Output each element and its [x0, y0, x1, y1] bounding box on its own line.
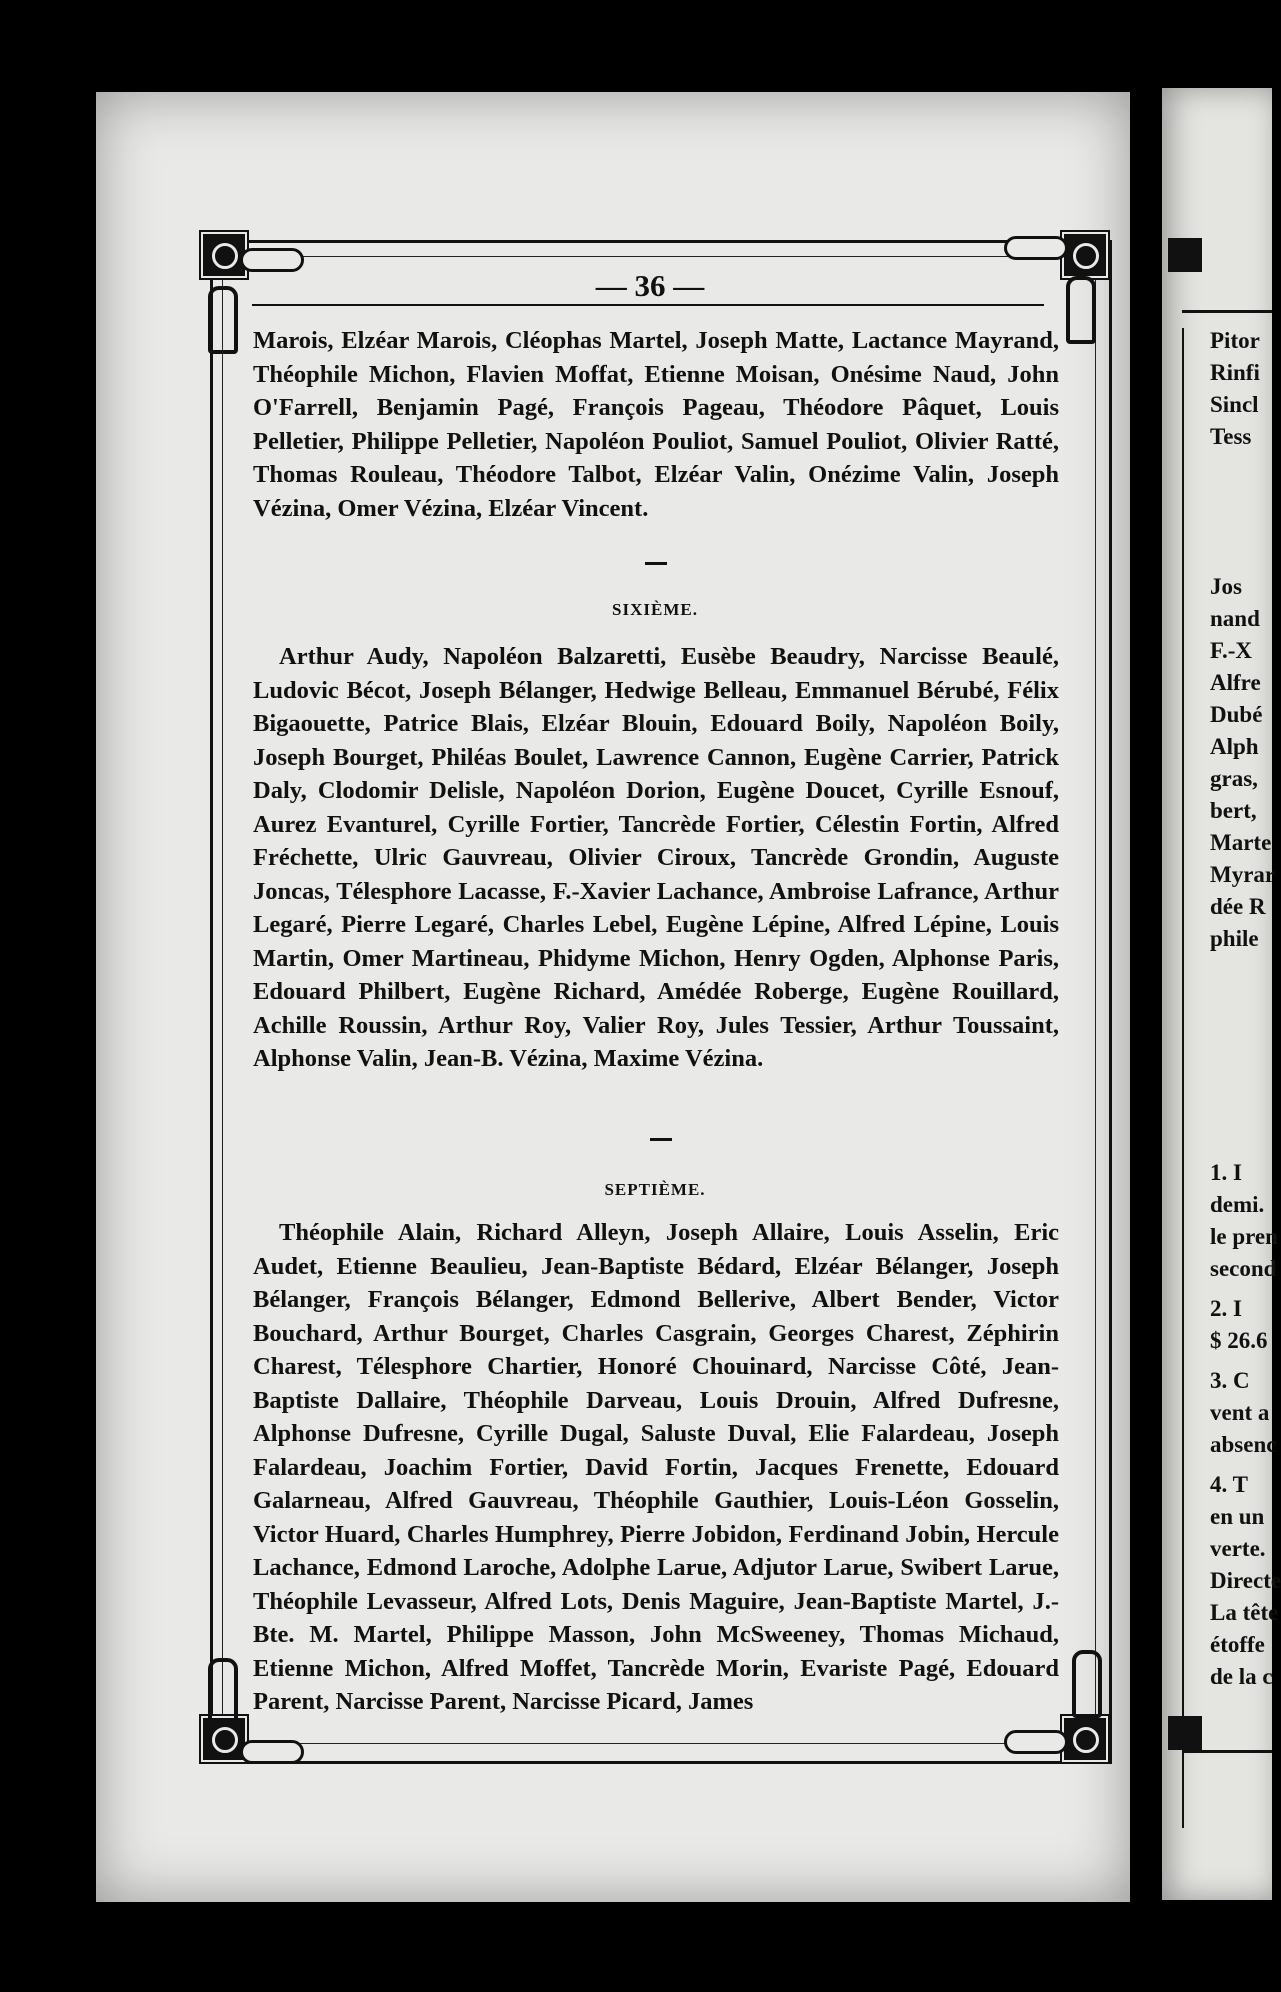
scroll-ornament-bottom-left — [240, 1740, 304, 1764]
scroll-ornament-top-right — [1004, 236, 1068, 260]
adjacent-line: Myrar — [1210, 862, 1276, 887]
adjacent-corner-ornament-bottom — [1168, 1716, 1202, 1750]
adjacent-line: phile — [1210, 926, 1259, 951]
adjacent-line: Alfre — [1210, 670, 1261, 695]
adjacent-line: 4. T — [1210, 1472, 1248, 1497]
adjacent-line: gras, — [1210, 766, 1258, 791]
adjacent-corner-ornament-top — [1168, 238, 1202, 272]
adjacent-line: 2. I — [1210, 1296, 1242, 1321]
adjacent-footer-rule — [1182, 1750, 1272, 1753]
adjacent-line: Alph — [1210, 734, 1259, 759]
adjacent-line: de la c — [1210, 1664, 1273, 1689]
sixieme-text: Arthur Audy, Napoléon Balzaretti, Eusèbe Beaudry, Narcisse Beaulé, Ludovic Bécot, Joseph Bélanger, Hedwige Belleau, Emmanuel Bérubé, Félix Bigaouette, Patrice Blais, Elzéar Blouin, Edouard Boily, Napoléon Boily, Joseph Bourget, Philéas Boulet, Lawrence Cannon, Eugène Carrier, Patrick Daly, Clodomir Delisle, Napoléon Dorion, Eugène Doucet, Cyrille Esnouf, Aurez Evanturel, Cyrille Fortier, Tancrède Fortier, Célestin Fortin, Alfred Fréchette, Ulric Gauvreau, Olivier Ciroux, Tancrède Grondin, Auguste Joncas, Télesphore Lacasse, F.-Xavier Lachance, Ambroise Lafrance, Arthur Legaré, Pierre Legaré, Charles Lebel, Eugène Lépine, Alfred Lépine, Louis Martin, Omer Martineau, Phidyme Michon, Henry Ogden, Alphonse Paris, Edouard Philbert, Eugène Richard, Amédée Roberge, Eugène Rouillard, Achille Roussin, Arthur Roy, Valier Roy, Jules Tessier, Arthur Toussaint, Alphonse Valin, Jean-B. Vézina, Maxime Vézina. — [253, 643, 1059, 1072]
intro-text: Marois, Elzéar Marois, Cléophas Martel, Joseph Matte, Lactance Mayrand, Théophile Michon, Flavien Moffat, Etienne Moisan, Onésime Naud, John O'Farrell, Benjamin Pagé, François Pageau, Théodore Pâquet, Louis Pelletier, Philippe Pelletier, Napoléon Pouliot, Samuel Pouliot, Olivier Ratté, Thomas Rouleau, Théodore Talbot, Elzéar Valin, Onézime Valin, Joseph Vézina, Omer Vézina, Elzéar Vincent. — [253, 327, 1059, 522]
section-divider — [645, 562, 667, 565]
septieme-text: Théophile Alain, Richard Alleyn, Joseph Allaire, Louis Asselin, Eric Audet, Etienne Beaulieu, Jean-Baptiste Bédard, Elzéar Bélanger, Joseph Bélanger, François Bélanger, Edmond Bellerive, Albert Bender, Victor Bouchard, Arthur Bourget, Charles Casgrain, Georges Charest, Zéphirin Charest, Télesphore Chartier, Honoré Chouinard, Narcisse Côté, Jean-Baptiste Dallaire, Théophile Darveau, Louis Drouin, Alfred Dufresne, Alphonse Dufresne, Cyrille Dugal, Saluste Duval, Elie Falardeau, Joseph Falardeau, Joachim Fortier, David Fortin, Jacques Frenette, Edouard Galarneau, Alfred Gauvreau, Théophile Gauthier, Louis-Léon Gosselin, Victor Huard, Charles Humphrey, Pierre Jobidon, Ferdinand Jobin, Hercule Lachance, Edmond Laroche, Adolphe Larue, Adjutor Larue, Swibert Larue, Théophile Levasseur, Alfred Lots, Denis Maguire, Jean-Baptiste Martel, J.-Bte. M. Martel, Philippe Masson, John McSweeney, Thomas Michaud, Etienne Michon, Alfred Moffet, Tancrède Morin, Evariste Pagé, Edouard Parent, Narcisse Parent, Narcisse Picard, James — [253, 1219, 1059, 1715]
adjacent-line: étoffe — [1210, 1632, 1265, 1657]
lyre-ornament-bottom-right — [1072, 1650, 1102, 1718]
adjacent-line: Dubé — [1210, 702, 1263, 727]
adjacent-line: Directe — [1210, 1568, 1281, 1593]
scroll-ornament-top-left — [240, 248, 304, 272]
adjacent-line: le pren — [1210, 1224, 1278, 1249]
adjacent-line: Tess — [1210, 424, 1252, 449]
adjacent-line: Jos — [1210, 574, 1242, 599]
lyre-ornament-top-left — [208, 286, 238, 354]
page-number: — 36 — — [595, 268, 705, 303]
adjacent-line: second — [1210, 1256, 1277, 1281]
adjacent-page-border — [1182, 328, 1184, 1828]
corner-ornament-top-right — [1062, 232, 1108, 278]
section-title-sixieme: SIXIÈME. — [612, 600, 698, 619]
adjacent-line: dée R — [1210, 894, 1266, 919]
lyre-ornament-bottom-left — [208, 1658, 238, 1726]
adjacent-line: La tête — [1210, 1600, 1279, 1625]
adjacent-line: $ 26.6 — [1210, 1328, 1268, 1353]
scroll-ornament-bottom-right — [1004, 1730, 1068, 1754]
lyre-ornament-top-right — [1066, 276, 1096, 344]
adjacent-line: demi. — [1210, 1192, 1265, 1217]
corner-ornament-bottom-right — [1062, 1716, 1108, 1762]
adjacent-line: Marte — [1210, 830, 1272, 855]
section-divider — [650, 1138, 672, 1141]
adjacent-line: nand — [1210, 606, 1260, 631]
adjacent-line: Pitor — [1210, 328, 1260, 353]
header-rule — [252, 304, 1044, 306]
sixieme-paragraph — [253, 640, 1059, 1076]
adjacent-header-rule — [1182, 310, 1272, 313]
adjacent-page — [1162, 88, 1281, 1900]
adjacent-line: vent a — [1210, 1400, 1270, 1425]
adjacent-line: 3. C — [1210, 1368, 1250, 1393]
intro-paragraph — [253, 324, 1059, 525]
adjacent-line: Sincl — [1210, 392, 1259, 417]
adjacent-line: en un — [1210, 1504, 1265, 1529]
septieme-paragraph — [253, 1216, 1059, 1719]
adjacent-line: bert, — [1210, 798, 1257, 823]
adjacent-line: 1. I — [1210, 1160, 1242, 1185]
adjacent-line: verte. — [1210, 1536, 1266, 1561]
adjacent-line: F.-X — [1210, 638, 1252, 663]
adjacent-line: Rinfi — [1210, 360, 1260, 385]
section-title-septieme: SEPTIÈME. — [604, 1180, 706, 1199]
adjacent-line: absenc — [1210, 1432, 1277, 1457]
